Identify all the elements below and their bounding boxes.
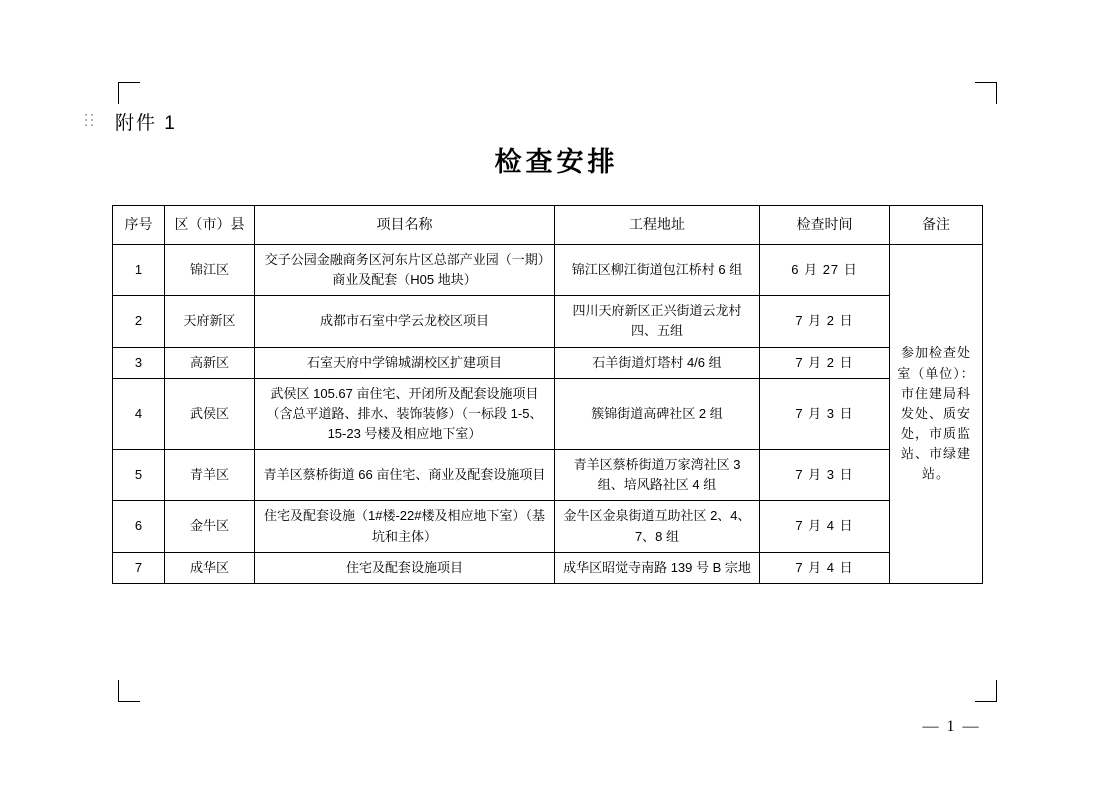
cell-address: 锦江区柳江街道包江桥村 6 组 (555, 245, 760, 296)
cell-district: 青羊区 (165, 450, 255, 501)
page-title: 检查安排 (494, 147, 619, 177)
table-row (113, 552, 983, 583)
cell-date: 6 月 27 日 (760, 245, 890, 296)
column-header-remark: 备注 (890, 206, 983, 245)
cell-district: 天府新区 (165, 296, 255, 347)
cell-no: 7 (113, 552, 165, 583)
cell-date: 7 月 2 日 (760, 347, 890, 378)
cell-project: 青羊区蔡桥街道 66 亩住宅、商业及配套设施项目 (255, 450, 555, 501)
cell-project: 住宅及配套设施项目 (255, 552, 555, 583)
cell-no: 4 (113, 378, 165, 449)
cell-project: 交子公园金融商务区河东片区总部产业园（一期）商业及配套（H05 地块） (255, 245, 555, 296)
cell-address: 成华区昭觉寺南路 139 号 B 宗地 (555, 552, 760, 583)
cell-address: 四川天府新区正兴街道云龙村四、五组 (555, 296, 760, 347)
cell-no: 5 (113, 450, 165, 501)
cell-project: 住宅及配套设施（1#楼-22#楼及相应地下室）（基坑和主体） (255, 501, 555, 552)
cell-no: 2 (113, 296, 165, 347)
cell-date: 7 月 4 日 (760, 501, 890, 552)
table-row (113, 378, 983, 449)
inspection-schedule-table (112, 205, 983, 584)
cell-remark: 参加检查处室（单位）：市住建局科发处、质安处，市质监站、市绿建站。 (890, 245, 983, 584)
cell-address: 青羊区蔡桥街道万家湾社区 3 组、培风路社区 4 组 (555, 450, 760, 501)
cell-project: 石室天府中学锦城湖校区扩建项目 (255, 347, 555, 378)
table-row (113, 296, 983, 347)
cell-no: 6 (113, 501, 165, 552)
table-row (113, 450, 983, 501)
crop-mark-top-right (975, 82, 997, 104)
crop-mark-bottom-right (975, 680, 997, 702)
cell-district: 成华区 (165, 552, 255, 583)
cell-date: 7 月 3 日 (760, 450, 890, 501)
cell-date: 7 月 2 日 (760, 296, 890, 347)
table-header-row (113, 206, 983, 245)
cell-address: 石羊街道灯塔村 4/6 组 (555, 347, 760, 378)
column-header-date: 检查时间 (760, 206, 890, 245)
cell-project: 武侯区 105.67 亩住宅、开闭所及配套设施项目（含总平道路、排水、装饰装修）（一标段 1-5、15-23 号楼及相应地下室） (255, 378, 555, 449)
cell-district: 高新区 (165, 347, 255, 378)
cell-no: 3 (113, 347, 165, 378)
attachment-label: 附件 1 (115, 113, 177, 134)
cell-address: 金牛区金泉街道互助社区 2、4、7、8 组 (555, 501, 760, 552)
table-row (113, 347, 983, 378)
cell-no: 1 (113, 245, 165, 296)
cell-date: 7 月 4 日 (760, 552, 890, 583)
table-row (113, 245, 983, 296)
cell-project: 成都市石室中学云龙校区项目 (255, 296, 555, 347)
cell-district: 金牛区 (165, 501, 255, 552)
cell-address: 簇锦街道高碑社区 2 组 (555, 378, 760, 449)
drag-handle-icon[interactable] (85, 114, 95, 130)
table-row (113, 501, 983, 552)
crop-mark-top-left (118, 82, 140, 104)
cell-district: 武侯区 (165, 378, 255, 449)
cell-date: 7 月 3 日 (760, 378, 890, 449)
page-number (0, 718, 1113, 736)
column-header-district: 区（市）县 (165, 206, 255, 245)
column-header-no: 序号 (113, 206, 165, 245)
column-header-project: 项目名称 (255, 206, 555, 245)
crop-mark-bottom-left (118, 680, 140, 702)
column-header-address: 工程地址 (555, 206, 760, 245)
page-number-text: — 1 — (922, 718, 981, 735)
cell-district: 锦江区 (165, 245, 255, 296)
